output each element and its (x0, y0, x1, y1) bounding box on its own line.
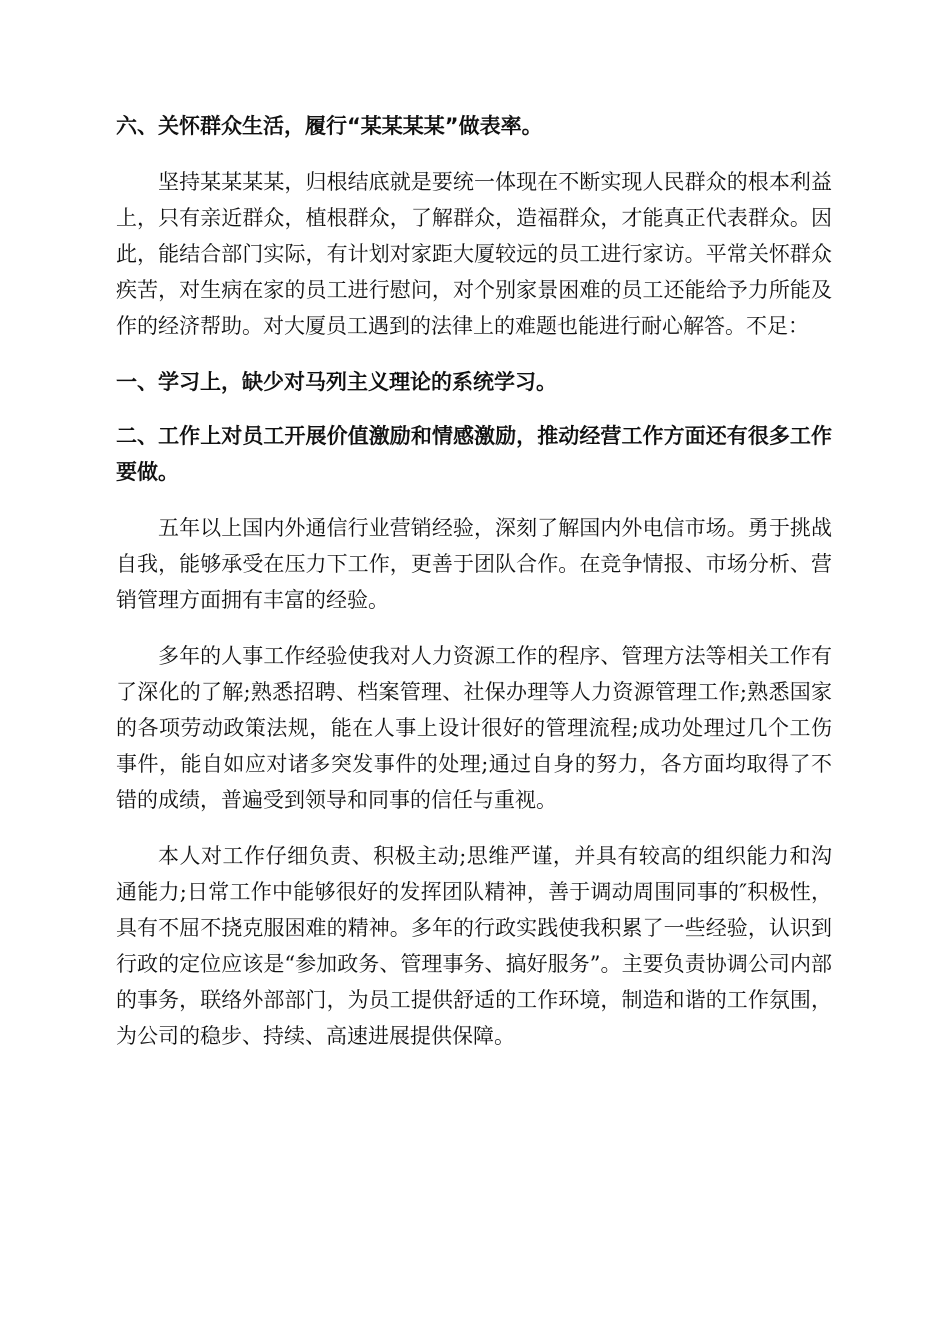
paragraph-mass-line: 坚持某某某某，归根结底就是要统一体现在不断实现人民群众的根本利益上，只有亲近群众，植根群众，了解群众，造福群众，才能真正代表群众。因此，能结合部门实际，有计划对家距大厦较远的员工进行家访。平常关怀群众疾苦，对生病在家的员工进行慰问，对个别家景困难的员工还能给予力所能及作的经济帮助。对大厦员工遇到的法律上的难题也能进行耐心解答。不足： (116, 170, 832, 338)
paragraph-hr-experience: 多年的人事工作经验使我对人力资源工作的程序、管理方法等相关工作有了深化的了解;熟悉招聘、档案管理、社保办理等人力资源管理工作;熟悉国家的各项劳动政策法规，能在人事上设计很好的管理流程;成功处理过几个工伤事件，能自如应对诸多突发事件的处理;通过自身的努力，各方面均取得了不错的成绩，普遍受到领导和同事的信任与重视。 (116, 644, 832, 812)
paragraph-marketing-experience: 五年以上国内外通信行业营销经验，深刻了解国内外电信市场。勇于挑战自我，能够承受在压力下工作，更善于团队合作。在竞争情报、市场分析、营销管理方面拥有丰富的经验。 (116, 516, 832, 612)
paragraph-admin-experience: 本人对工作仔细负责、积极主动;思维严谨，并具有较高的组织能力和沟通能力;日常工作中能够很好的发挥团队精神，善于调动周围同事的″积极性，具有不屈不挠克服困难的精神。多年的行政实践使我积累了一些经验，认识到行政的定位应该是“参加政务、管理事务、搞好服务”。主要负责协调公司内部的事务，联络外部部门，为员工提供舒适的工作环境，制造和谐的工作氛围，为公司的稳步、持续、高速进展提供保障。 (116, 844, 832, 1048)
shortcoming-heading-one: 一、学习上，缺少对马列主义理论的系统学习。 (116, 370, 557, 394)
shortcoming-heading-two: 二、工作上对员工开展价值激励和情感激励，推动经营工作方面还有很多工作要做。 (116, 424, 832, 484)
document-page (116, 108, 832, 1074)
section-heading-six: 六、关怀群众生活，履行“某某某某”做表率。 (116, 114, 543, 138)
